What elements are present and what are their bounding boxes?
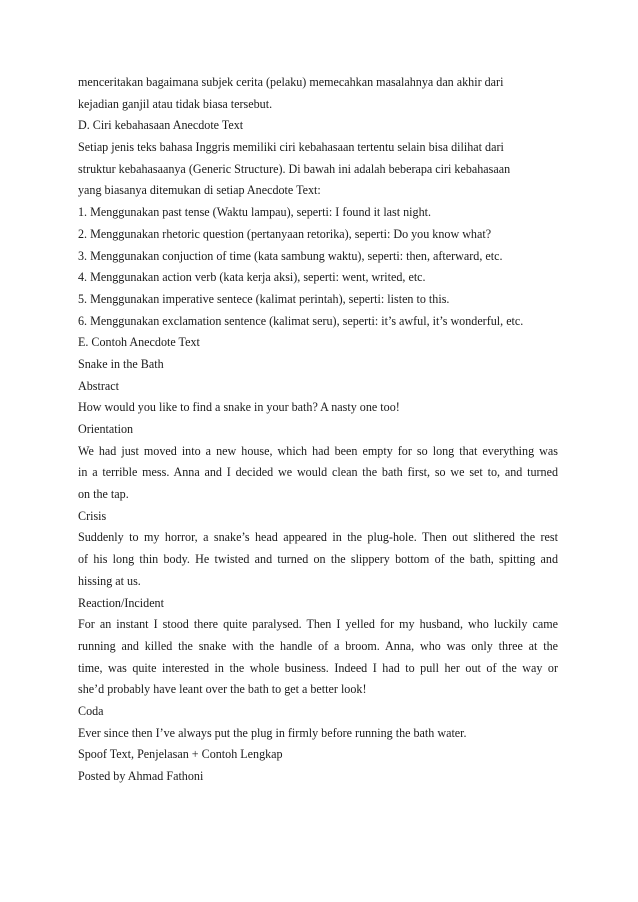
text-line: Reaction/Incident	[78, 595, 164, 610]
text-line: For an instant I stood there quite paralysed. Then I yelled for my husband, who luckily came	[78, 617, 558, 632]
text-line: Setiap jenis teks bahasa Inggris memiliki ciri kebahasaan tertentu selain bisa dilihat dari	[78, 140, 504, 155]
text-line: menceritakan bagaimana subjek cerita (pelaku) memecahkan masalahnya dan akhir dari	[78, 75, 504, 89]
text-line: How would you like to find a snake in your bath? A nasty one too!	[78, 400, 400, 415]
text-line: We had just moved into a new house, which had been empty for so long that everything was	[78, 443, 558, 458]
text-line: in a terrible mess. Anna and I decided we would clean the bath first, so we set to, and turned	[78, 465, 558, 480]
text-line: D. Ciri kebahasaan Anecdote Text	[78, 118, 244, 133]
text-line: 2. Menggunakan rhetoric question (pertanyaan retorika), seperti: Do you know what?	[78, 226, 492, 241]
text-line: Orientation	[78, 422, 134, 436]
text-line: yang biasanya ditemukan di setiap Anecdote Text:	[78, 183, 321, 198]
text-line: kejadian ganjil atau tidak biasa tersebut.	[78, 96, 273, 111]
text-line: 1. Menggunakan past tense (Waktu lampau), seperti: I found it last night.	[78, 205, 432, 220]
text-line: E. Contoh Anecdote Text	[78, 335, 200, 350]
text-line: Ever since then I’ve always put the plug in firmly before running the bath water.	[78, 725, 467, 740]
text-line: 3. Menggunakan conjuction of time (kata sambung waktu), seperti: then, afterward, etc.	[78, 248, 503, 263]
text-line: Snake in the Bath	[78, 356, 164, 371]
text-line: she’d probably have leant over the bath to get a better look!	[78, 682, 367, 697]
text-line: 4. Menggunakan action verb (kata kerja aksi), seperti: went, writed, etc.	[78, 270, 426, 285]
text-line: Spoof Text, Penjelasan + Contoh Lengkap	[78, 747, 283, 762]
text-line: Coda	[78, 703, 104, 718]
text-line: time, was quite interested in the whole business. Indeed I had to pull her out of the way or	[78, 660, 558, 675]
text-line: of his long thin body. He twisted and turned on the slippery bottom of the bath, spitting and	[78, 552, 558, 567]
text-line: 5. Menggunakan imperative sentece (kalimat perintah), seperti: listen to this.	[78, 291, 450, 306]
text-line: Abstract	[78, 378, 119, 393]
text-line: Crisis	[78, 508, 107, 523]
text-line: struktur kebahasaanya (Generic Structure). Di bawah ini adalah beberapa ciri kebahasaan	[78, 161, 511, 176]
text-line: Posted by Ahmad Fathoni	[78, 769, 204, 783]
text-line: Suddenly to my horror, a snake’s head appeared in the plug-hole. Then out slithered the rest	[78, 530, 558, 545]
document-page	[78, 72, 558, 788]
text-line: running and killed the snake with the handle of a broom. Anna, who was only three at the	[78, 638, 558, 653]
text-line: on the tap.	[78, 487, 129, 502]
text-line: hissing at us.	[78, 573, 141, 588]
text-line: 6. Menggunakan exclamation sentence (kalimat seru), seperti: it’s awful, it’s wonderful, etc.	[78, 313, 524, 328]
